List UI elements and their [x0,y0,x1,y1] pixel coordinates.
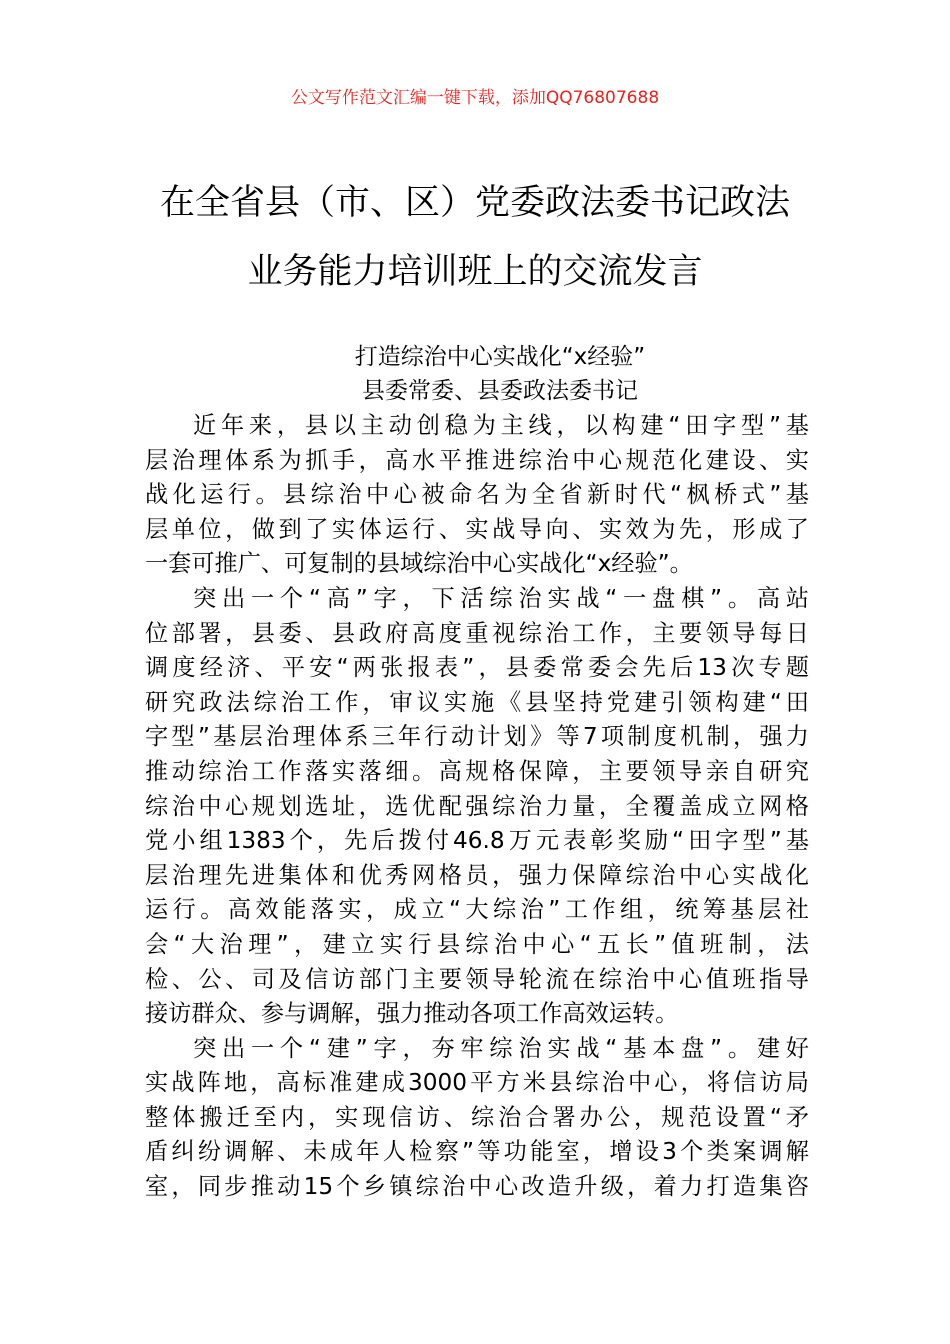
body-line: 会“大治理”，建立实行县综治中心“五长”值班制，法 [145,930,809,958]
body-line: 层单位，做到了实体运行、实战导向、实效为先，形成了 [145,515,809,543]
body-line: 层治理体系为抓手，高水平推进综治中心规范化建设、实 [145,446,809,474]
body-line: 检、公、司及信访部门主要领导轮流在综治中心值班指导 [145,965,809,993]
body-line: 字型”基层治理体系三年行动计划》等7项制度机制，强力 [145,723,809,751]
body-line: 研究政法综治工作，审议实施《县坚持党建引领构建“田 [145,688,809,716]
body-line: 调度经济、平安“两张报表”，县委常委会先后13次专题 [145,654,809,682]
body-line: 室，同步推动15个乡镇综治中心改造升级，着力打造集咨 [145,1173,809,1201]
body-line: 实战阵地，高标准建成3000平方米县综治中心，将信访局 [145,1069,809,1097]
body-line: 推动综治工作落实落细。高规格保障，主要领导亲自研究 [145,757,809,785]
body-line: 运行。高效能落实，成立“大综治”工作组，统筹基层社 [145,896,809,924]
body-line: 突出一个“建”字，夯牢综治实战“基本盘”。建好 [193,1034,809,1062]
body-line: 整体搬迁至内，实现信访、综治合署办公，规范设置“矛 [145,1103,809,1131]
document-title-line-1: 在全省县（市、区）党委政法委书记政法 [159,183,790,223]
body-line: 一套可推广、可复制的县域综治中心实战化“x经验”。 [145,550,693,578]
body-line: 综治中心规划选址，选优配强综治力量，全覆盖成立网格 [145,792,809,820]
body-line: 战化运行。县综治中心被命名为全省新时代“枫桥式”基 [145,481,809,509]
body-line: 近年来，县以主动创稳为主线，以构建“田字型”基 [193,412,809,439]
document-subtitle: 打造综治中心实战化“x经验” [354,344,646,370]
body-line: 位部署，县委、县政府高度重视综治工作，主要领导每日 [145,619,809,647]
document-author: 县委常委、县委政法委书记 [362,378,638,404]
body-line: 盾纠纷调解、未成年人检察”等功能室，增设3个类案调解 [145,1138,809,1166]
body-line: 层治理先进集体和优秀网格员，强力保障综治中心实战化 [145,861,809,889]
document-title-line-2: 业务能力培训班上的交流发言 [247,252,703,292]
watermark-header: 公文写作范文汇编一键下载，添加QQ76807688 [290,88,660,108]
body-line: 突出一个“高”字，下活综治实战“一盘棋”。高站 [193,584,809,612]
body-line: 接访群众、参与调解，强力推动各项工作高效运转。 [145,1000,679,1028]
body-line: 党小组1383个，先后拨付46.8万元表彰奖励“田字型”基 [145,827,809,855]
document-body [145,409,809,1205]
